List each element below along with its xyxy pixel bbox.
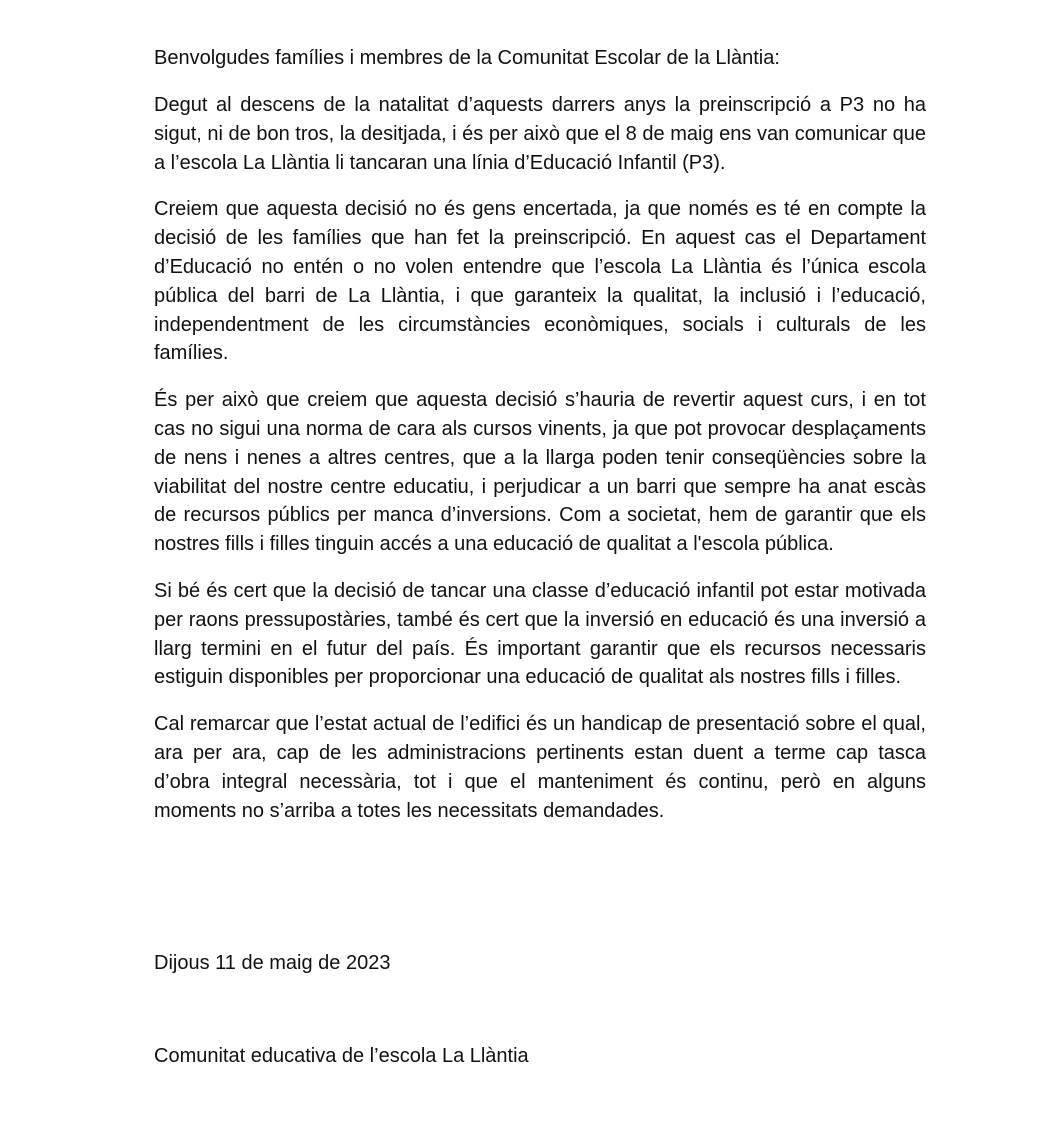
letter-date: Dijous 11 de maig de 2023 <box>154 952 391 974</box>
letter-greeting: Benvolgudes famílies i membres de la Comunitat Escolar de la Llàntia: <box>154 47 780 69</box>
letter-paragraph-4: Si bé és cert que la decisió de tancar una classe d’educació infantil pot estar motivada per raons pressupostàries, també és cert que la inversió en educació és una inversió a llarg termini en el futur del país. És important garantir que els recursos necessaris estiguin disponibles per proporcionar una educació de qualitat als nostres fills i filles. <box>154 579 926 689</box>
letter-signature: Comunitat educativa de l’escola La Llàntia <box>154 1045 529 1067</box>
letter-paragraph-1: Degut al descens de la natalitat d’aquests darrers anys la preinscripció a P3 no ha sigut, ni de bon tros, la desitjada, i és per això que el 8 de maig ens van comunicar que a l’escola La Llàntia li tancaran una línia d’Educació Infantil (P3). <box>154 94 926 174</box>
letter-paragraph-3: És per això que creiem que aquesta decisió s’hauria de revertir aquest curs, i en tot cas no sigui una norma de cara als cursos vinents, ja que pot provocar desplaçaments de nens i nenes a altres centres, que a la llarga poden tenir conseqüències sobre la viabilitat del nostre centre educatiu, i perjudicar a un barri que sempre ha anat escàs de recursos públics per manca d’inversions. Com a societat, hem de garantir que els nostres fills i filles tinguin accés a una educació de qualitat a l'escola pública. <box>154 389 926 556</box>
letter-body <box>154 44 926 843</box>
letter-paragraph-5: Cal remarcar que l’estat actual de l’edifici és un handicap de presentació sobre el qual, ara per ara, cap de les administracions pertinents estan duent a terme cap tasca d’obra integral necessària, tot i que el manteniment és continu, però en alguns moments no s’arriba a totes les necessitats demandades. <box>154 713 926 822</box>
letter-paragraph-2: Creiem que aquesta decisió no és gens encertada, ja que només es té en compte la decisió de les famílies que han fet la preinscripció. En aquest cas el Departament d’Educació no entén o no volen entendre que l’escola La Llàntia és l’única escola pública del barri de La Llàntia, i que garanteix la qualitat, la inclusió i l’educació, independentment de les circumstàncies econòmiques, socials i culturals de les famílies. <box>154 198 926 365</box>
